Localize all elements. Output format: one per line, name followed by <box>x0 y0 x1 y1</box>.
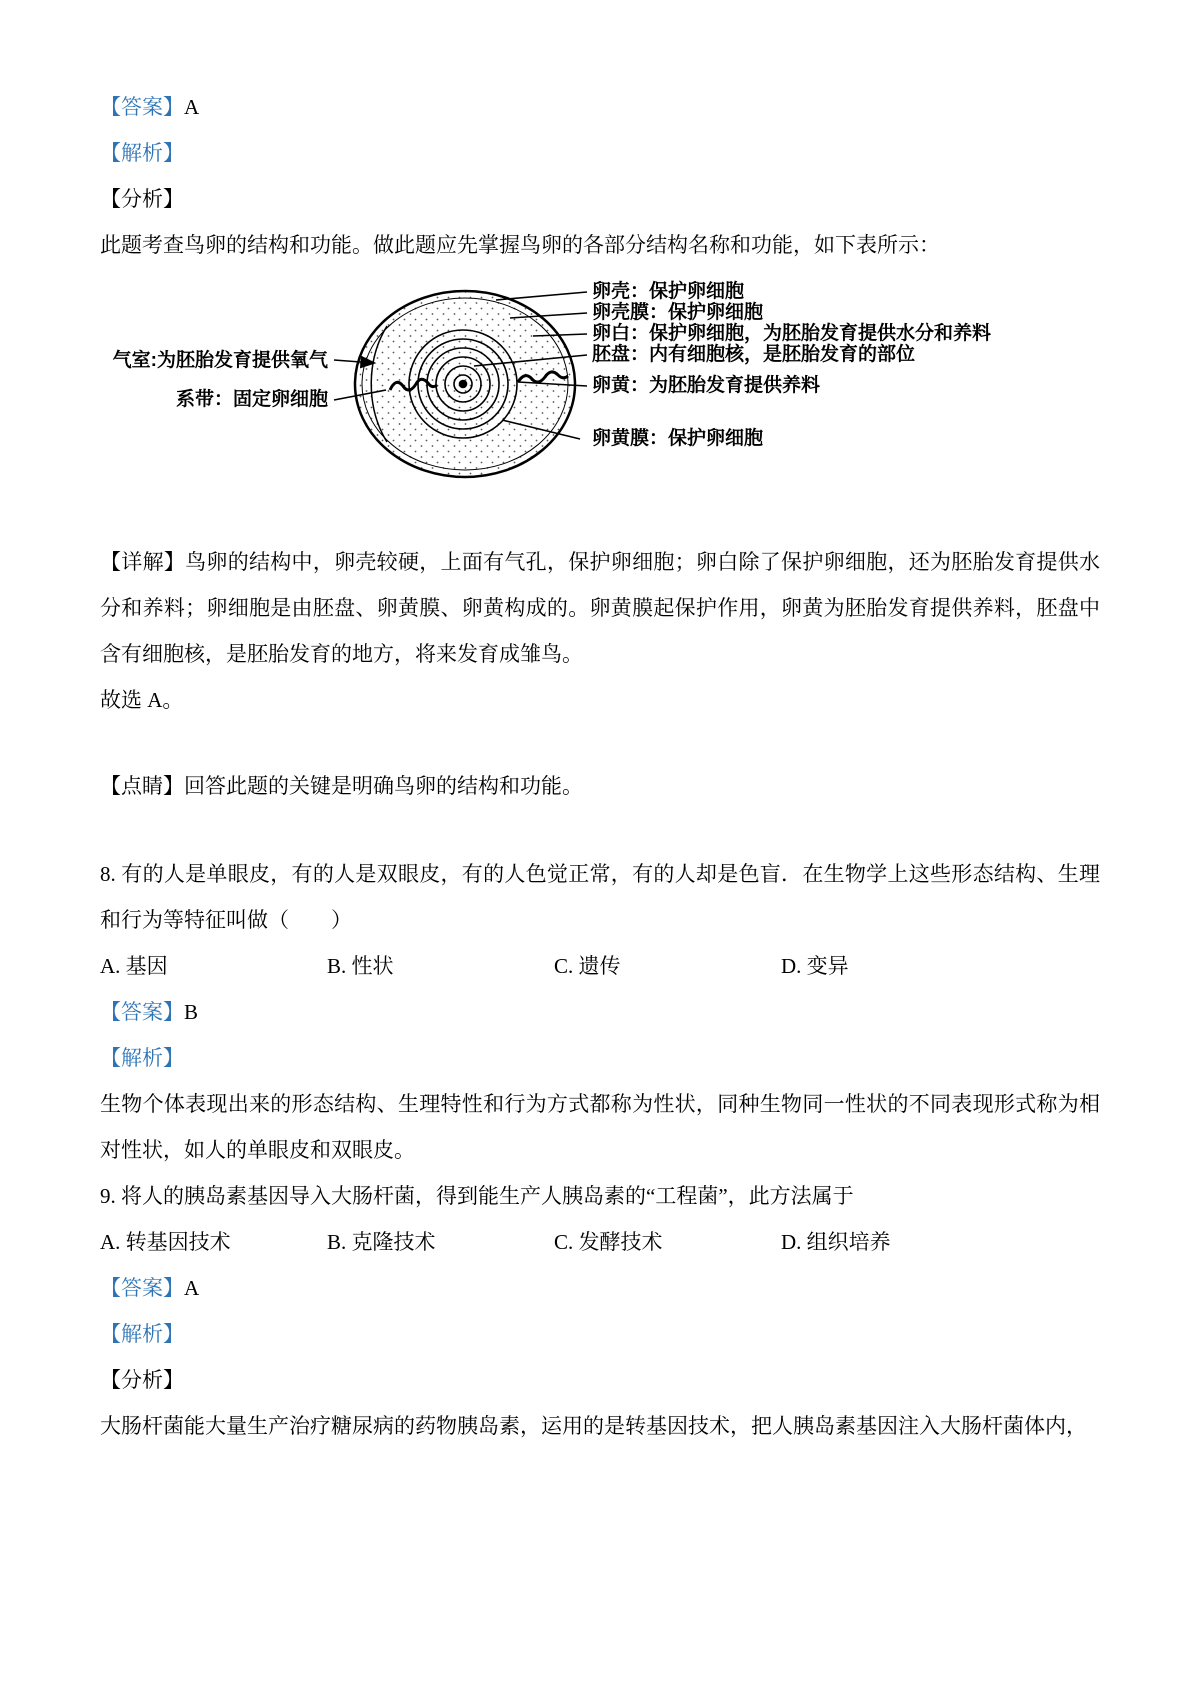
q9-fenxi-tag: 【分析】 <box>100 1368 184 1392</box>
q9-jiexi-tag: 【解析】 <box>100 1322 184 1346</box>
q8-option-b: B. 性状 <box>327 954 394 978</box>
q7-answer-tag: 【答案】 <box>100 95 184 119</box>
q7-detail-tag: 【详解】 <box>100 550 186 574</box>
label-shell: 卵壳：保护卵细胞 <box>592 281 745 302</box>
q7-fenxi-tag: 【分析】 <box>100 187 184 211</box>
q7-fenxi-line <box>100 176 1100 222</box>
question-8-text: 8. 有的人是单眼皮，有的人是双眼皮，有的人色觉正常，有的人却是色盲．在生物学上这些形态结构、生理和行为等特征叫做（ ） <box>100 862 1100 932</box>
label-chalaza: 系带：固定卵细胞 <box>175 389 328 410</box>
q9-option-b: B. 克隆技术 <box>327 1230 436 1254</box>
q9-explanation-paragraph: 大肠杆菌能大量生产治疗糖尿病的药物胰岛素，运用的是转基因技术，把人胰岛素基因注入大肠杆菌体内， <box>100 1414 1087 1438</box>
q9-option-d: D. 组织培养 <box>781 1230 891 1254</box>
q9-fenxi-line <box>100 1357 1100 1403</box>
q9-option-c: C. 发酵技术 <box>554 1230 663 1254</box>
label-blastodisc: 胚盘：内有细胞核，是胚胎发育的部位 <box>592 344 916 365</box>
q8-option-d: D. 变异 <box>781 954 849 978</box>
shell-leader-line <box>496 292 587 300</box>
q9-options <box>100 1219 1100 1265</box>
q7-answer-value: A <box>184 95 200 119</box>
question-9-text: 9. 将人的胰岛素基因导入大肠杆菌，得到能生产人胰岛素的“工程菌”，此方法属于 <box>100 1184 854 1208</box>
label-air-cell: 气室:为胚胎发育提供氧气 <box>112 350 328 371</box>
q8-jiexi-tag: 【解析】 <box>100 1046 184 1070</box>
q7-jiexi-line <box>100 130 1100 176</box>
q8-options <box>100 943 1100 989</box>
q8-answer-value: B <box>184 1000 199 1024</box>
egg-diagram <box>100 278 1100 509</box>
label-shell-membrane: 卵壳膜：保护卵细胞 <box>592 302 764 323</box>
egg-diagram-svg <box>100 278 1100 503</box>
q8-answer-tag: 【答案】 <box>100 1000 184 1024</box>
label-yolk-membrane: 卵黄膜：保护卵细胞 <box>592 428 764 449</box>
q9-answer-line <box>100 1265 1100 1311</box>
q8-explanation-paragraph: 生物个体表现出来的形态结构、生理特性和行为方式都称为性状，同种生物同一性状的不同表现形式称为相对性状，如人的单眼皮和双眼皮。 <box>100 1092 1100 1162</box>
q7-detail-paragraph <box>100 539 1100 677</box>
q8-jiexi-line <box>100 1035 1100 1081</box>
q7-tip-paragraph <box>100 763 1100 809</box>
q9-jiexi-line <box>100 1311 1100 1357</box>
q8-answer-line <box>100 989 1100 1035</box>
q7-detail-text: 鸟卵的结构中，卵壳较硬，上面有气孔，保护卵细胞；卵白除了保护卵细胞，还为胚胎发育提供水分和养料；卵细胞是由胚盘、卵黄膜、卵黄构成的。卵黄膜起保护作用，卵黄为胚胎发育提供养料，胚盘中含有细胞核，是胚胎发育的地方，将来发育成雏鸟。 <box>100 550 1101 666</box>
q9-answer-tag: 【答案】 <box>100 1276 184 1300</box>
q7-jiexi-tag: 【解析】 <box>100 141 184 165</box>
q7-answer-line <box>100 84 1100 130</box>
q8-option-c: C. 遗传 <box>554 954 621 978</box>
label-albumen: 卵白：保护卵细胞，为胚胎发育提供水分和养料 <box>592 323 992 344</box>
q7-intro-paragraph: 此题考查鸟卵的结构和功能。做此题应先掌握鸟卵的各部分结构名称和功能，如下表所示： <box>100 233 940 257</box>
q7-tip-text: 回答此题的关键是明确鸟卵的结构和功能。 <box>184 774 583 798</box>
label-yolk: 卵黄：为胚胎发育提供养料 <box>592 375 821 396</box>
q9-option-a: A. 转基因技术 <box>100 1230 231 1254</box>
q9-answer-value: A <box>184 1276 200 1300</box>
q7-tip-tag: 【点睛】 <box>100 774 184 798</box>
q7-conclusion-line: 故选 A。 <box>100 688 184 712</box>
q8-option-a: A. 基因 <box>100 954 168 978</box>
